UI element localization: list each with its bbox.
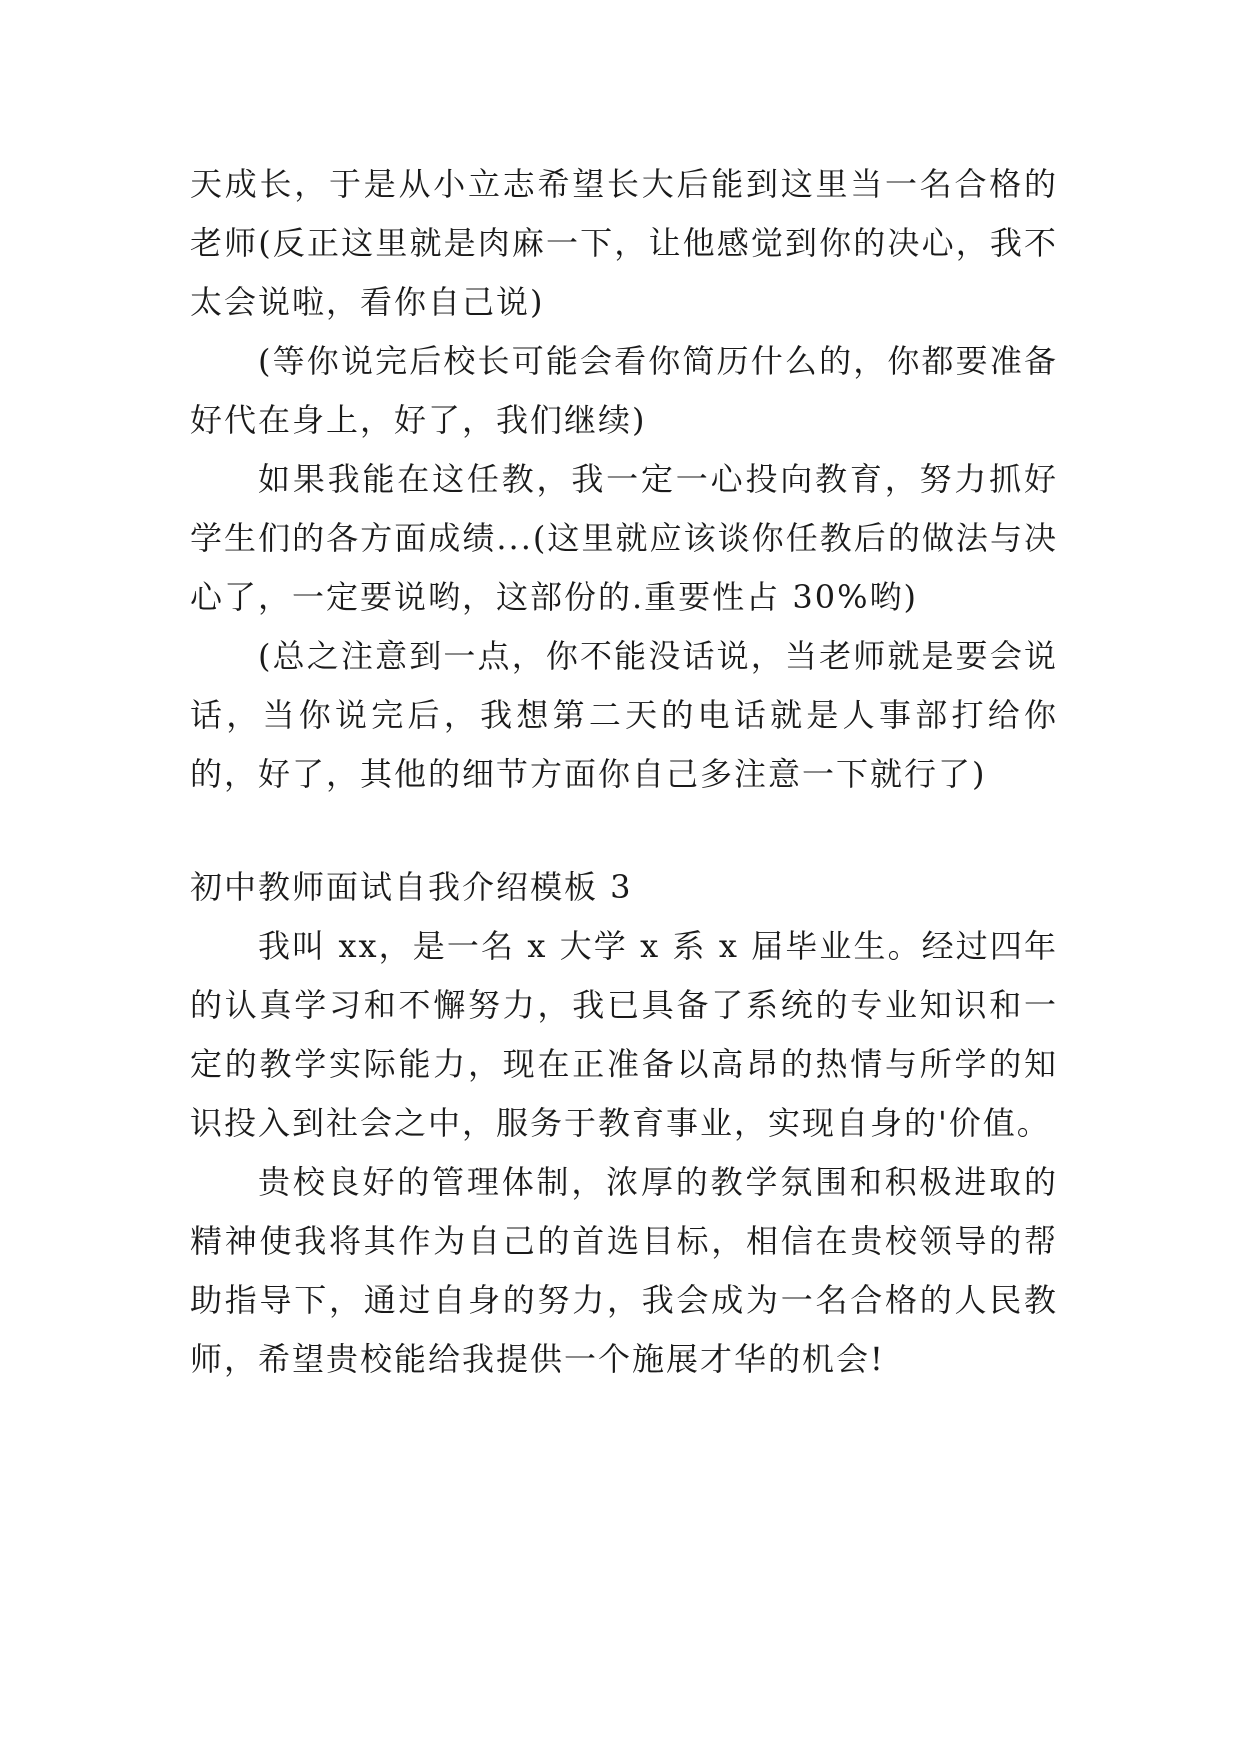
- document-page: [190, 155, 1058, 1389]
- paragraph-school-aspiration: 贵校良好的管理体制，浓厚的教学氛围和积极进取的精神使我将其作为自己的首选目标，相信在贵校领导的帮助指导下，通过自身的努力，我会成为一名合格的人民教师，希望贵校能给我提供一个施展才华的机会!: [190, 1163, 1058, 1378]
- paragraph-teaching-commitment: 如果我能在这任教，我一定一心投向教育，努力抓好学生们的各方面成绩...(这里就应该谈你任教后的做法与决心了，一定要说哟，这部份的.重要性占 30%哟): [190, 460, 1058, 616]
- paragraph-self-introduction: 我叫 xx，是一名 x 大学 x 系 x 届毕业生。经过四年的认真学习和不懈努力，我已具备了系统的专业知识和一定的教学实际能力，现在正准备以高昂的热情与所学的知识投入到社会之中，服务于教育事业，实现自身的'价值。: [190, 927, 1058, 1142]
- paragraph-resume-note: (等你说完后校长可能会看你简历什么的，你都要准备好代在身上，好了，我们继续): [190, 342, 1058, 439]
- paragraph-continuation: 天成长，于是从小立志希望长大后能到这里当一名合格的老师(反正这里就是肉麻一下，让他感觉到你的决心，我不太会说啦，看你自己说): [190, 165, 1058, 321]
- section-title: 初中教师面试自我介绍模板 3: [190, 868, 633, 906]
- paragraph-closing-advice: (总之注意到一点，你不能没话说，当老师就是要会说话，当你说完后，我想第二天的电话就是人事部打给你的，好了，其他的细节方面你自己多注意一下就行了): [190, 637, 1058, 793]
